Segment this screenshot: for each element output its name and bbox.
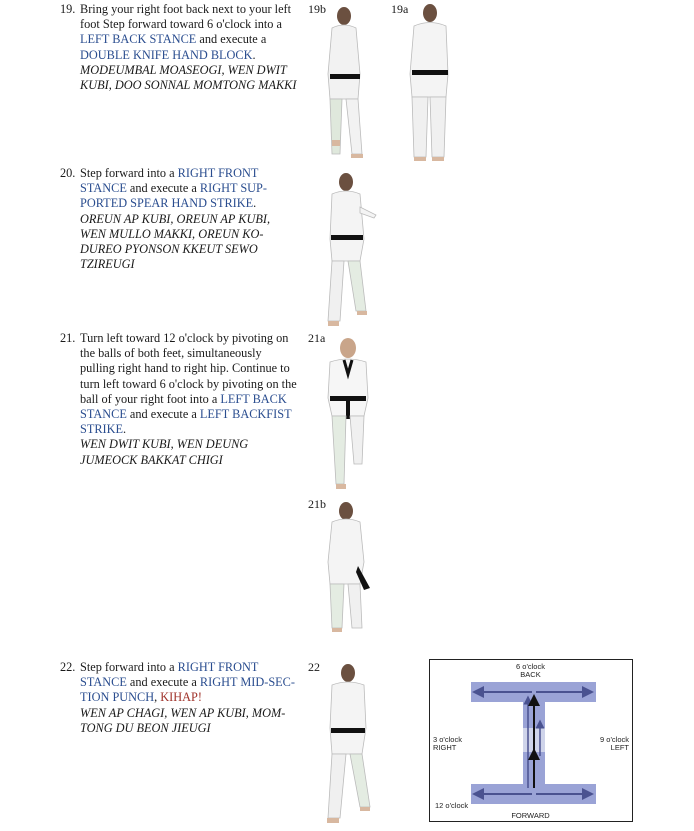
photo-label-21a: 21a: [308, 331, 326, 345]
step-22: [60, 660, 308, 736]
step-line: [60, 690, 308, 705]
photo-19a: [402, 2, 456, 164]
step-line: [60, 422, 308, 437]
korean-term: TZIREUGI: [80, 257, 135, 272]
step-line: [60, 706, 308, 721]
step-line: [60, 392, 308, 407]
step-line: [60, 346, 308, 361]
photo-label-22: 22: [308, 660, 320, 674]
technique-name: RIGHT SUP-: [199, 181, 267, 196]
korean-term: KUBI, DOO SONNAL MOMTONG MAKKI: [80, 78, 297, 93]
korean-term: DUREO PYONSON KKEUT SEWO: [80, 242, 258, 257]
step-19: [60, 2, 308, 93]
photo-label-21b: 21b: [308, 497, 326, 511]
technique-name: DOUBLE KNIFE HAND BLOCK: [80, 47, 253, 62]
step-line: [60, 437, 308, 452]
step-line: [60, 181, 308, 196]
diagram-top-clock: 6 o'clock: [516, 662, 545, 671]
step-line: [60, 63, 308, 78]
instruction-text: and execute a: [196, 32, 267, 47]
step-line: [60, 453, 308, 468]
korean-term: JUMEOCK BAKKAT CHIGI: [80, 452, 223, 467]
direction-diagram: [429, 659, 633, 822]
step-line: [60, 331, 308, 346]
step-line: [60, 166, 308, 181]
instruction-text: ball of your right foot into a: [80, 391, 221, 406]
korean-term: TONG DU BEON JIEUGI: [80, 720, 211, 735]
diagram-left-clock: 3 o'clock: [433, 735, 462, 744]
technique-name: LEFT BACKFIST: [199, 407, 292, 422]
photo-19b: [318, 4, 370, 164]
instruction-text: turn left toward 6 o'clock by pivoting on the: [80, 376, 297, 391]
step-21: [60, 331, 308, 468]
step-line: [60, 361, 308, 376]
kihap-text: KIHAP!: [160, 690, 202, 705]
step-number: 22.: [60, 660, 76, 674]
step-number: 20.: [60, 166, 76, 180]
step-line: [60, 407, 308, 422]
photo-21b: [320, 500, 376, 635]
step-number: 21.: [60, 331, 76, 345]
technique-name: LEFT BACK STANCE: [80, 32, 197, 47]
korean-term: WEN AP CHAGI, WEN AP KUBI, MOM-: [80, 705, 286, 720]
photo-label-19a: 19a: [391, 2, 409, 16]
technique-name: LEFT BACK: [220, 391, 287, 406]
step-line: [60, 196, 308, 211]
technique-name: STRIKE: [80, 422, 124, 437]
instruction-text: foot Step forward toward 6 o'clock into a: [80, 17, 282, 32]
instruction-text: .: [253, 196, 257, 211]
step-line: [60, 257, 308, 272]
photo-20: [320, 171, 380, 331]
diagram-bottom-word: FORWARD: [511, 811, 550, 820]
technique-name: STANCE: [80, 407, 127, 422]
photo-21a: [316, 334, 374, 494]
diagram-path-graphic: [430, 660, 631, 820]
instruction-text: the balls of both feet, simultaneously: [80, 346, 262, 361]
step-line: [60, 32, 308, 47]
technique-name: RIGHT FRONT: [177, 660, 259, 674]
korean-term: WEN DWIT KUBI, WEN DEUNG: [80, 437, 249, 452]
step-line: [60, 675, 308, 690]
step-line: [60, 212, 308, 227]
korean-term: MODEUMBAL MOASEOGI, WEN DWIT: [80, 62, 287, 77]
step-line: [60, 48, 308, 63]
korean-term: OREUN AP KUBI, OREUN AP KUBI,: [80, 211, 271, 226]
instruction-text: Bring your right foot back next to your left: [80, 2, 292, 16]
technique-name: RIGHT MID-SEC-: [199, 675, 295, 690]
step-line: [60, 242, 308, 257]
diagram-right-clock: 9 o'clock: [600, 735, 629, 744]
technique-name: PORTED SPEAR HAND STRIKE: [80, 196, 254, 211]
instruction-text: and execute a: [126, 407, 200, 422]
step-line: [60, 78, 308, 93]
instruction-text: .: [123, 422, 127, 437]
technique-name: TION PUNCH: [80, 690, 155, 705]
step-line: [60, 721, 308, 736]
instruction-text: pulling right hand to right hip. Continue to: [80, 361, 290, 376]
step-line: [60, 660, 308, 675]
instruction-text: ,: [154, 690, 161, 705]
diagram-left-word: RIGHT: [433, 743, 457, 752]
instruction-text: Turn left toward 12 o'clock by pivoting on: [80, 331, 289, 345]
instruction-text: Step forward into a: [80, 166, 178, 180]
step-line: [60, 17, 308, 32]
diagram-right-word: LEFT: [610, 743, 629, 752]
instruction-text: Step forward into a: [80, 660, 178, 674]
step-line: [60, 377, 308, 392]
technique-name: STANCE: [80, 181, 127, 196]
korean-term: WEN MULLO MAKKI, OREUN KO-: [80, 226, 264, 241]
step-20: [60, 166, 308, 272]
diagram-bottom-clock: 12 o'clock: [435, 801, 469, 810]
technique-name: RIGHT FRONT: [177, 166, 259, 180]
step-line: [60, 227, 308, 242]
instruction-text: .: [252, 47, 256, 62]
step-number: 19.: [60, 2, 76, 16]
photo-22: [318, 662, 380, 828]
step-line: [60, 2, 308, 17]
instruction-text: and execute a: [126, 181, 200, 196]
photo-label-19b: 19b: [308, 2, 326, 16]
technique-name: STANCE: [80, 675, 127, 690]
instruction-text: and execute a: [126, 675, 200, 690]
diagram-top-word: BACK: [520, 670, 541, 679]
